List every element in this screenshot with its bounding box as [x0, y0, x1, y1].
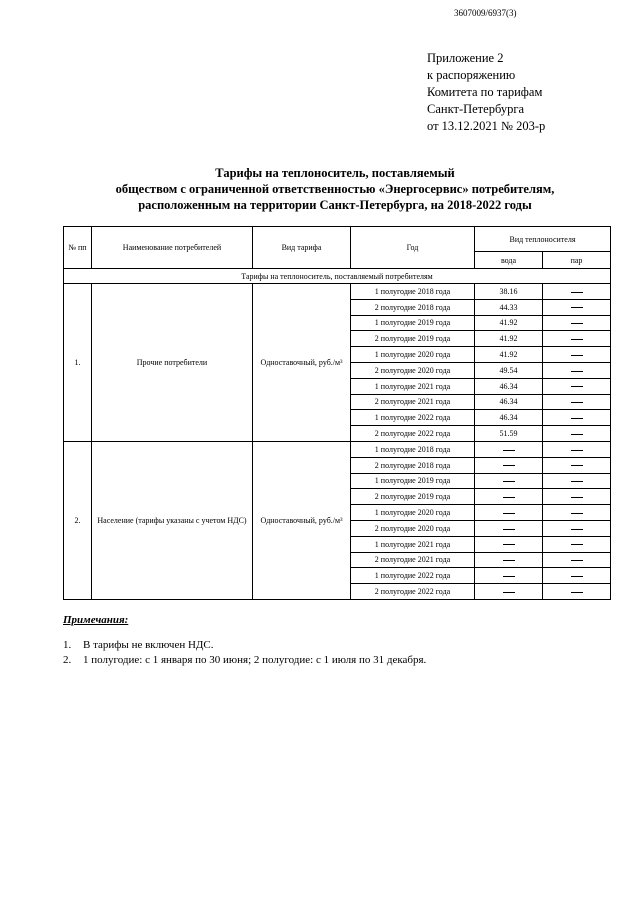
header-steam: пар [543, 252, 611, 269]
period-cell: 2 полугодие 2018 года [351, 457, 475, 473]
period-cell: 2 полугодие 2020 года [351, 520, 475, 536]
consumer-name: Население (тарифы указаны с учетом НДС) [92, 441, 253, 599]
period-cell: 2 полугодие 2019 года [351, 331, 475, 347]
dash-mark [503, 450, 515, 451]
period-cell: 2 полугодие 2022 года [351, 426, 475, 442]
water-value: 41.92 [475, 331, 543, 347]
header-consumer: Наименование потребителей [92, 227, 253, 269]
title-line: Тарифы на теплоноситель, поставляемый [215, 166, 455, 180]
steam-value [543, 284, 611, 300]
dash-mark [503, 592, 515, 593]
dash-mark [571, 371, 583, 372]
appendix-line: Санкт-Петербурга [427, 102, 525, 116]
steam-value [543, 394, 611, 410]
title-line: обществом с ограниченной ответственностью «Энергосервис» потребителям, [115, 182, 555, 196]
period-cell: 1 полугодие 2022 года [351, 410, 475, 426]
dash-mark [503, 576, 515, 577]
steam-value [543, 331, 611, 347]
period-cell: 1 полугодие 2020 года [351, 505, 475, 521]
period-cell: 2 полугодие 2018 года [351, 299, 475, 315]
header-tariff-type: Вид тарифа [253, 227, 351, 269]
dash-mark [503, 465, 515, 466]
notes-title: Примечания: [63, 614, 129, 626]
period-cell: 2 полугодие 2019 года [351, 489, 475, 505]
note-item [63, 653, 426, 668]
water-value [475, 473, 543, 489]
period-cell: 2 полугодие 2022 года [351, 584, 475, 600]
steam-value [543, 299, 611, 315]
group-number: 1. [64, 284, 92, 442]
water-value: 38.16 [475, 284, 543, 300]
period-cell: 1 полугодие 2018 года [351, 441, 475, 457]
dash-mark [571, 576, 583, 577]
steam-value [543, 347, 611, 363]
water-value: 41.92 [475, 315, 543, 331]
water-value: 49.54 [475, 362, 543, 378]
period-cell: 1 полугодие 2022 года [351, 568, 475, 584]
steam-value [543, 584, 611, 600]
dash-mark [571, 307, 583, 308]
period-cell: 2 полугодие 2020 года [351, 362, 475, 378]
dash-mark [503, 513, 515, 514]
dash-mark [571, 386, 583, 387]
steam-value [543, 426, 611, 442]
dash-mark [503, 497, 515, 498]
document-number: 3607009/6937(3) [454, 8, 517, 18]
appendix-line: Комитета по тарифам [427, 85, 543, 99]
dash-mark [571, 497, 583, 498]
dash-mark [571, 355, 583, 356]
header-carrier: Вид теплоносителя [475, 227, 611, 252]
dash-mark [503, 560, 515, 561]
steam-value [543, 473, 611, 489]
appendix-line: к распоряжению [427, 68, 516, 82]
dash-mark [571, 592, 583, 593]
steam-value [543, 457, 611, 473]
table-row [64, 284, 611, 300]
dash-mark [571, 339, 583, 340]
steam-value [543, 410, 611, 426]
water-value [475, 568, 543, 584]
document-title [80, 165, 590, 213]
dash-mark [571, 450, 583, 451]
water-value [475, 441, 543, 457]
consumer-name: Прочие потребители [92, 284, 253, 442]
period-cell: 1 полугодие 2019 года [351, 473, 475, 489]
period-cell: 1 полугодие 2021 года [351, 536, 475, 552]
note-number: 2. [63, 654, 72, 666]
water-value [475, 457, 543, 473]
tariff-type: Одноставочный, руб./м³ [253, 441, 351, 599]
dash-mark [571, 481, 583, 482]
water-value [475, 552, 543, 568]
dash-mark [571, 292, 583, 293]
group-number: 2. [64, 441, 92, 599]
water-value [475, 584, 543, 600]
tariff-type: Одноставочный, руб./м³ [253, 284, 351, 442]
steam-value [543, 441, 611, 457]
dash-mark [571, 402, 583, 403]
dash-mark [503, 544, 515, 545]
steam-value [543, 505, 611, 521]
dash-mark [571, 418, 583, 419]
section-row [64, 269, 611, 284]
table-header-row [64, 227, 611, 252]
steam-value [543, 520, 611, 536]
steam-value [543, 489, 611, 505]
header-water: вода [475, 252, 543, 269]
note-text: 1 полугодие: с 1 января по 30 июня; 2 полугодие: с 1 июля по 31 декабря. [83, 654, 427, 666]
steam-value [543, 378, 611, 394]
period-cell: 1 полугодие 2020 года [351, 347, 475, 363]
period-cell: 1 полугодие 2019 года [351, 315, 475, 331]
section-title: Тарифы на теплоноситель, поставляемый потребителям [64, 269, 611, 284]
period-cell: 1 полугодие 2021 года [351, 378, 475, 394]
water-value [475, 536, 543, 552]
water-value: 46.34 [475, 410, 543, 426]
appendix-line: Приложение 2 [427, 51, 504, 65]
header-year: Год [351, 227, 475, 269]
water-value: 51.59 [475, 426, 543, 442]
dash-mark [571, 513, 583, 514]
appendix-line: от 13.12.2021 № 203-р [427, 119, 546, 133]
dash-mark [571, 465, 583, 466]
notes-block [63, 614, 426, 668]
steam-value [543, 362, 611, 378]
water-value [475, 505, 543, 521]
tariff-table [63, 226, 611, 600]
water-value [475, 489, 543, 505]
water-value: 46.34 [475, 394, 543, 410]
period-cell: 2 полугодие 2021 года [351, 394, 475, 410]
water-value: 41.92 [475, 347, 543, 363]
dash-mark [503, 481, 515, 482]
table-row [64, 441, 611, 457]
steam-value [543, 536, 611, 552]
water-value [475, 520, 543, 536]
dash-mark [571, 544, 583, 545]
note-number: 1. [63, 639, 72, 651]
steam-value [543, 315, 611, 331]
dash-mark [571, 529, 583, 530]
period-cell: 2 полугодие 2021 года [351, 552, 475, 568]
water-value: 44.33 [475, 299, 543, 315]
period-cell: 1 полугодие 2018 года [351, 284, 475, 300]
water-value: 46.34 [475, 378, 543, 394]
dash-mark [571, 560, 583, 561]
steam-value [543, 568, 611, 584]
note-item [63, 638, 426, 653]
title-line: расположенным на территории Санкт-Петербурга, на 2018-2022 годы [138, 198, 532, 212]
dash-mark [503, 529, 515, 530]
dash-mark [571, 434, 583, 435]
note-text: В тарифы не включен НДС. [83, 639, 214, 651]
appendix-block [427, 50, 545, 135]
header-num: № пп [64, 227, 92, 269]
steam-value [543, 552, 611, 568]
dash-mark [571, 323, 583, 324]
